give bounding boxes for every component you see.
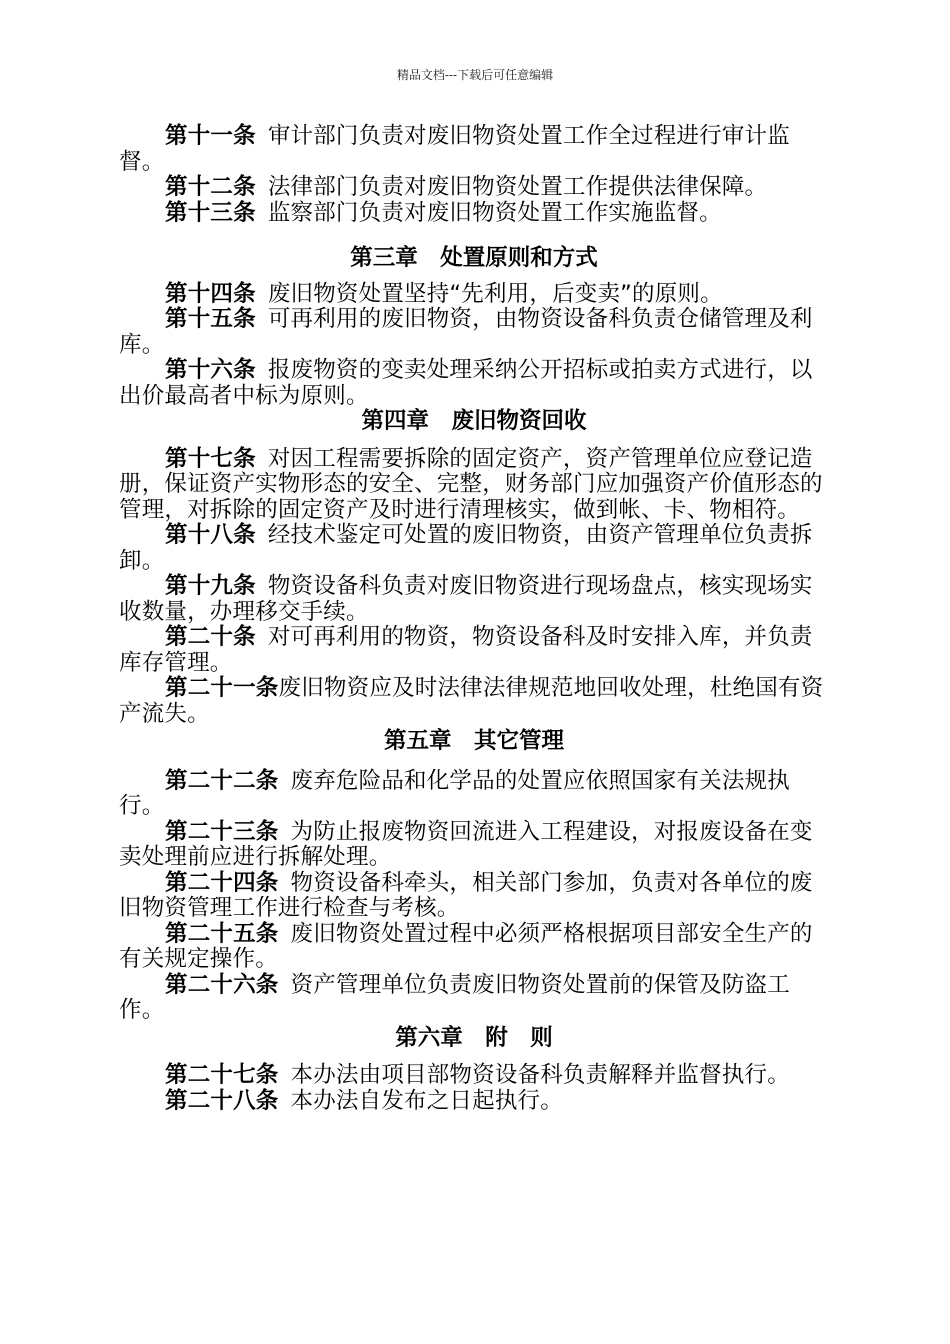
article-group bbox=[119, 447, 829, 728]
article-group bbox=[119, 1063, 829, 1114]
article-number: 第二十八条 bbox=[165, 1087, 279, 1114]
article bbox=[119, 175, 829, 201]
article-number: 第二十六条 bbox=[165, 971, 279, 998]
article-text: 废旧物资处置坚持“先利用，后变卖”的原则。 bbox=[267, 280, 723, 307]
chapter-heading: 第四章 废旧物资回收 bbox=[361, 408, 587, 434]
article bbox=[119, 922, 829, 973]
article bbox=[119, 973, 829, 1024]
article-text: 废旧物资处置过程中必须严格根据项目部安全生产的有关规定操作。 bbox=[119, 920, 813, 972]
article-number: 第二十二条 bbox=[165, 767, 279, 794]
article-text: 对可再利用的物资，物资设备科及时安排入库，并负责库存管理。 bbox=[119, 624, 813, 676]
article-number: 第十三条 bbox=[165, 199, 256, 226]
article-text: 可再利用的废旧物资，由物资设备科负责仓储管理及利库。 bbox=[119, 306, 813, 358]
article-text: 本办法自发布之日起执行。 bbox=[290, 1087, 563, 1114]
article-text: 报废物资的变卖处理采纳公开招标或拍卖方式进行，以出价最高者中标为原则。 bbox=[119, 357, 813, 409]
chapter-heading: 第三章 处置原则和方式 bbox=[350, 245, 598, 271]
article bbox=[119, 676, 829, 727]
article-group bbox=[119, 769, 829, 1024]
page-header: 精品文档---下载后可任意编辑 bbox=[396, 68, 554, 82]
article bbox=[119, 625, 829, 676]
article bbox=[119, 1089, 829, 1115]
article bbox=[119, 523, 829, 574]
article-number: 第十七条 bbox=[165, 445, 256, 472]
article-number: 第二十三条 bbox=[165, 818, 279, 845]
article bbox=[119, 307, 829, 358]
article-text: 为防止报废物资回流进入工程建设，对报废设备在变卖处理前应进行拆解处理。 bbox=[119, 818, 813, 870]
article bbox=[119, 447, 829, 524]
document-body bbox=[119, 124, 829, 1114]
article bbox=[119, 1063, 829, 1089]
article bbox=[119, 282, 829, 308]
article-number: 第十一条 bbox=[165, 123, 256, 149]
chapter-heading: 第六章 附 则 bbox=[395, 1024, 553, 1051]
article-number: 第十五条 bbox=[165, 306, 256, 332]
article-number: 第十二条 bbox=[165, 174, 256, 200]
article-text: 法律部门负责对废旧物资处置工作提供法律保障。 bbox=[267, 174, 768, 200]
article bbox=[119, 358, 829, 409]
article-number: 第二十五条 bbox=[165, 920, 279, 947]
article bbox=[119, 871, 829, 922]
article-text: 资产管理单位负责废旧物资处置前的保管及防盗工作。 bbox=[119, 971, 790, 1023]
article-text: 本办法由项目部物资设备科负责解释并监督执行。 bbox=[290, 1062, 790, 1088]
article-text: 监察部门负责对废旧物资处置工作实施监督。 bbox=[267, 199, 722, 226]
article bbox=[119, 201, 829, 227]
article-text: 废弃危险品和化学品的处置应依照国家有关法规执行。 bbox=[119, 767, 790, 819]
article-number: 第二十一条 bbox=[165, 675, 279, 701]
article-text: 废旧物资应及时法律法律规范地回收处理，杜绝国有资产流失。 bbox=[119, 675, 824, 727]
article-group bbox=[119, 282, 829, 410]
article bbox=[119, 820, 829, 871]
article-number: 第二十七条 bbox=[165, 1062, 279, 1088]
chapter-heading: 第五章 其它管理 bbox=[383, 728, 564, 754]
article-text: 经技术鉴定可处置的废旧物资，由资产管理单位负责拆卸。 bbox=[119, 522, 813, 574]
article-group bbox=[119, 124, 829, 226]
article-text: 审计部门负责对废旧物资处置工作全过程进行审计监督。 bbox=[119, 123, 790, 175]
article-text: 物资设备科负责对废旧物资进行现场盘点，核实现场实收数量，办理移交手续。 bbox=[119, 573, 813, 625]
article-number: 第二十四条 bbox=[165, 869, 279, 896]
article bbox=[119, 124, 829, 175]
article-number: 第二十条 bbox=[165, 624, 256, 650]
article-number: 第十四条 bbox=[165, 280, 256, 307]
article-number: 第十九条 bbox=[165, 573, 256, 599]
article-number: 第十六条 bbox=[165, 357, 256, 383]
article-text: 对因工程需要拆除的固定资产，资产管理单位应登记造册，保证资产实物形态的安全、完整，财务部门应加强资产价值形态的管理，对拆除的固定资产及时进行清理核实，做到帐、卡、物相符。 bbox=[119, 445, 823, 523]
article bbox=[119, 769, 829, 820]
article-number: 第十八条 bbox=[165, 522, 256, 548]
article bbox=[119, 574, 829, 625]
article-text: 物资设备科牵头，相关部门参加，负责对各单位的废旧物资管理工作进行检查与考核。 bbox=[119, 869, 813, 921]
